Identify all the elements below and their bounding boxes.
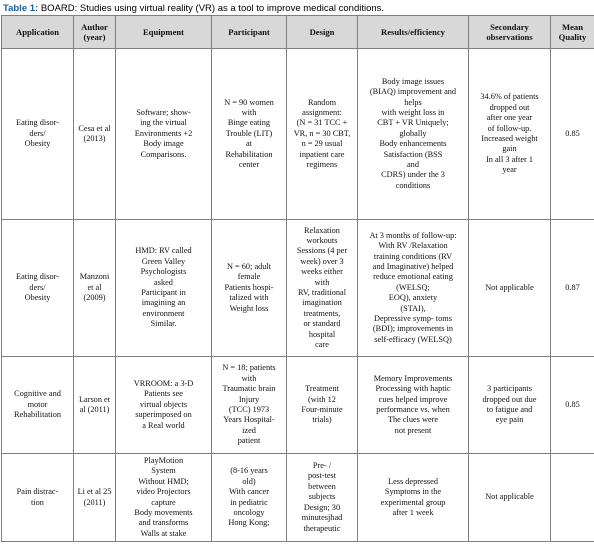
header-secondary-observations: Secondary observations: [469, 16, 551, 49]
cell-design: Random assignment: (N = 31 TCC + VR, n = 30 CBT, n = 29 usual inpatient care regimens: [287, 49, 358, 220]
header-equipment: Equipment: [116, 16, 212, 49]
cell-equipment: VRROOM: a 3-D Patients see virtual objects superimposed on a Real world: [116, 357, 212, 454]
cell-secondary: 3 participants dropped out due to fatigue and eye pain: [469, 357, 551, 454]
cell-equipment: Software; show- ing the virtual Environments +2 Body image Comparisons.: [116, 49, 212, 220]
cell-author: Manzoni et al (2009): [74, 220, 116, 357]
header-results: Results/efficiency: [358, 16, 469, 49]
cell-application: Eating disor- ders/ Obesity: [2, 49, 74, 220]
caption-label: Table 1:: [3, 3, 39, 14]
cell-participant: (8-16 years old) With cancer in pediatric oncology Hong Kong;: [212, 454, 287, 542]
table-row: [2, 454, 594, 542]
header-author-year: Author (year): [74, 16, 116, 49]
cell-quality: 0.87: [551, 220, 594, 357]
cell-quality: 0.85: [551, 357, 594, 454]
header-mean-quality: Mean Quality: [551, 16, 594, 49]
cell-equipment: PlayMotion System Without HMD; video Projectors capture Body movements and transforms Walls at stake: [116, 454, 212, 542]
cell-design: Relaxation workouts Sessions (4 per week) over 3 weeks either with RV, traditional imagination treatments, or standard hospital care: [287, 220, 358, 357]
caption-text: BOARD: Studies using virtual reality (VR) as a tool to improve medical conditions.: [38, 3, 385, 14]
cell-author: Li et al 25 (2011): [74, 454, 116, 542]
cell-equipment: HMD: RV called Green Valley Psychologists asked Participant in imagining an environment Similar.: [116, 220, 212, 357]
cell-participant: N = 90 women with Binge eating Trouble (LIT) at Rehabilitation center: [212, 49, 287, 220]
cell-design: Pre- / post-test between subjects Design; 30 minutesjhad therapeutic: [287, 454, 358, 542]
header-design: Design: [287, 16, 358, 49]
cell-results: Memory Improvements Processing with haptic cues helped improve performance vs. when The clues were not present: [358, 357, 469, 454]
cell-author: Cesa et al (2013): [74, 49, 116, 220]
cell-application: Cognitive and motor Rehabilitation: [2, 357, 74, 454]
cell-author: Larson et al (2011): [74, 357, 116, 454]
cell-participant: N = 18; patients with Traumatic brain Injury (TCC) 1973 Years Hospital- ized patient: [212, 357, 287, 454]
table-caption: [3, 3, 384, 14]
cell-application: Eating disor- ders/ Obesity: [2, 220, 74, 357]
header-participant: Participant: [212, 16, 287, 49]
cell-quality: 0.85: [551, 49, 594, 220]
cell-design: Treatment (with 12 Four-minute trials): [287, 357, 358, 454]
table-row: [2, 220, 594, 357]
cell-secondary: Not applicable: [469, 454, 551, 542]
cell-results: Body image issues (BIAQ) improvement and helps with weight loss in CBT + VR Uniquely; globally Body enhancements Satisfaction (BSS and CDRS) under the 3 conditions: [358, 49, 469, 220]
header-row: [2, 16, 594, 49]
cell-quality: [551, 454, 594, 542]
table-row: [2, 49, 594, 220]
cell-secondary: Not applicable: [469, 220, 551, 357]
studies-table: [1, 15, 594, 542]
cell-results: Less depressed Symptoms in the experimental group after 1 week: [358, 454, 469, 542]
cell-participant: N = 60; adult female Patients hospi- talized with Weight loss: [212, 220, 287, 357]
cell-application: Pain distrac- tion: [2, 454, 74, 542]
table-row: [2, 357, 594, 454]
header-application: Application: [2, 16, 74, 49]
cell-results: At 3 months of follow-up: With RV /Relaxation training conditions (RV and Imaginative) helped reduce emotional eating (WELSQ; EOQ), anxiety (STAI), Depressive symp- toms (BDI); improvements in self-efficacy (WELSQ): [358, 220, 469, 357]
cell-secondary: 34.6% of patients dropped out after one year of follow-up. Increased weight gain In all 3 after 1 year: [469, 49, 551, 220]
